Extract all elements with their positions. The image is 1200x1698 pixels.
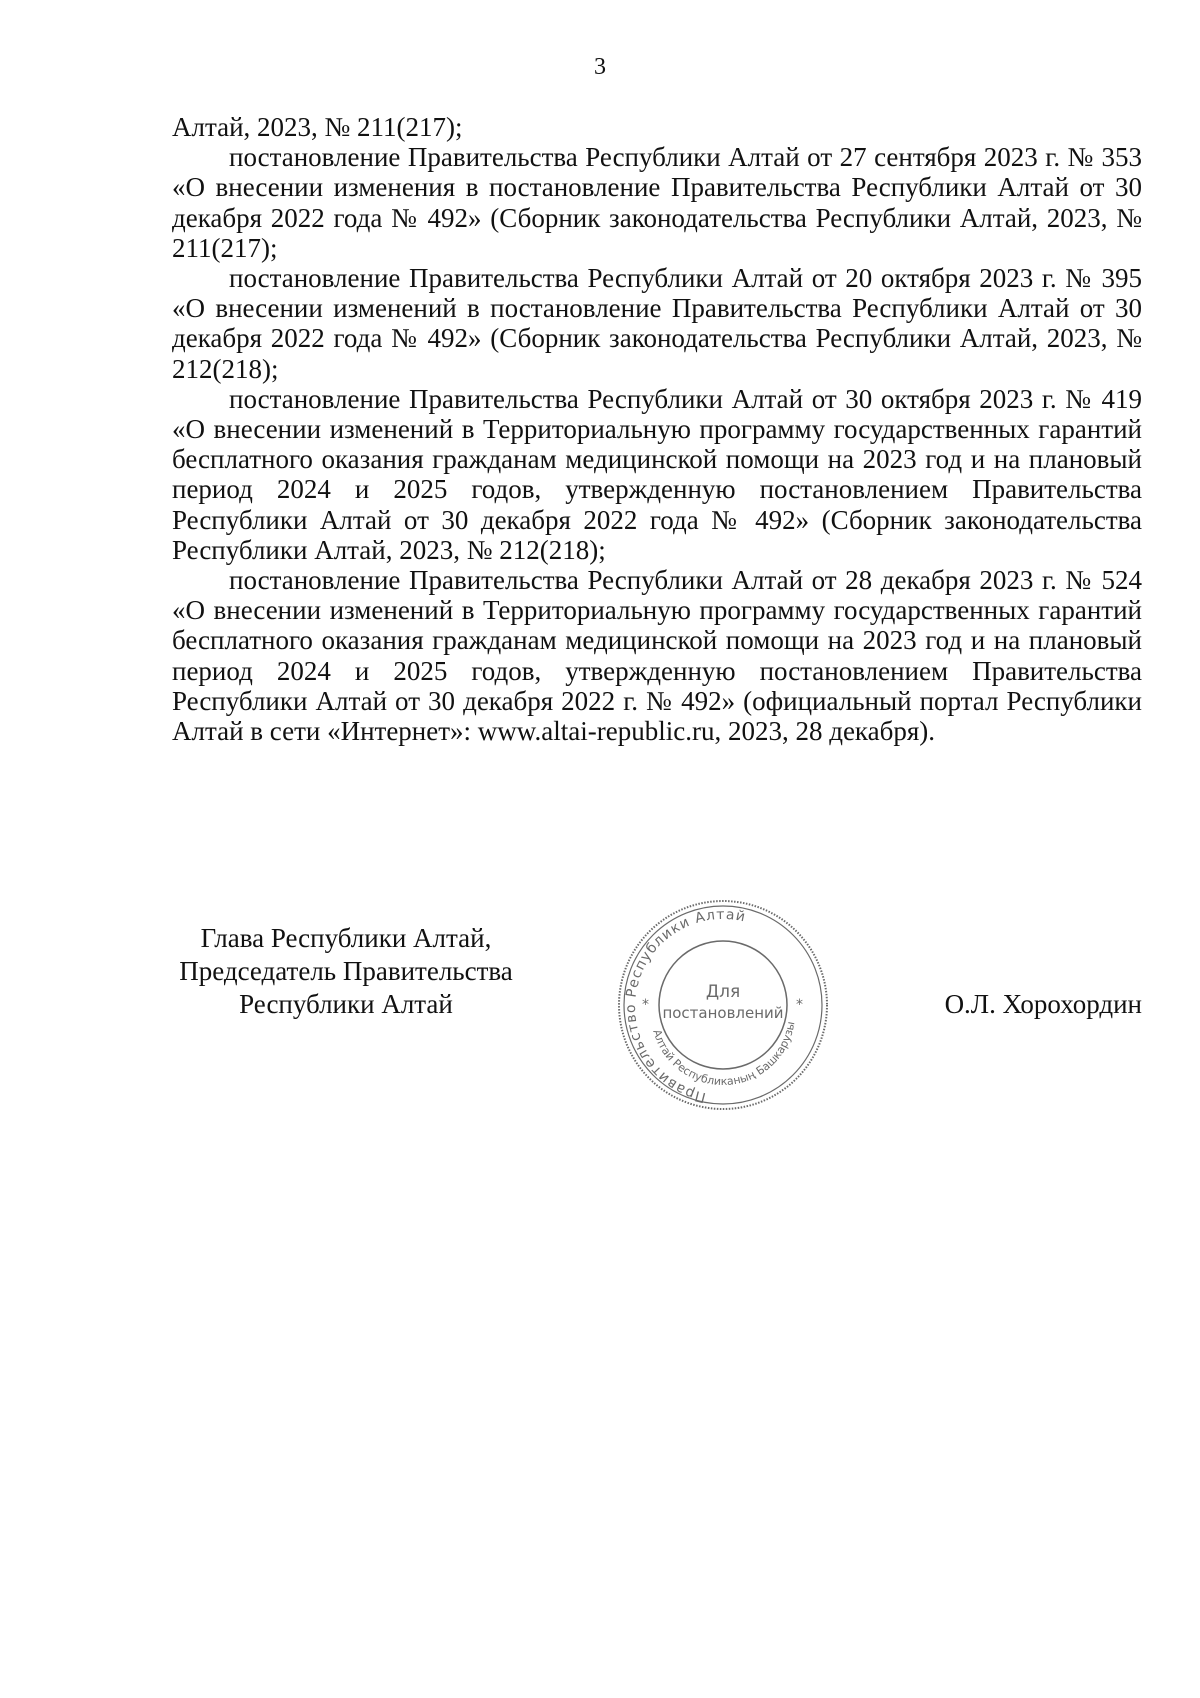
paragraph-resolution-353: постановление Правительства Республики Алтай от 27 сентября 2023 г. № 353 «О внесении изменения в постановление Правительства Республики Алтай от 30 декабря 2022 года № 492» (Сборник законодательства Республики Алтай, 2023, № 211(217);	[172, 142, 1142, 263]
seal-star-right: *	[796, 997, 803, 1013]
seal-inner-text: Алтай Республиканың Башкарузы	[650, 1020, 798, 1089]
signatory-title-line: Республики Алтай	[239, 989, 453, 1019]
signatory-title	[172, 922, 520, 1021]
paragraph-resolution-419: постановление Правительства Республики Алтай от 30 октября 2023 г. № 419 «О внесении изменений в Территориальную программу государственных гарантий бесплатного оказания гражданам медицинской помощи на 2023 год и на плановый период 2024 и 2025 годов, утвержденную постановлением Правительства Республики Алтай от 30 декабря 2022 года № 492» (Сборник законодательства Республики Алтай, 2023, № 212(218);	[172, 383, 1142, 565]
signatory-title-line: Глава Республики Алтай,	[200, 923, 492, 953]
official-seal	[615, 895, 831, 1115]
page-number: 3	[594, 54, 606, 80]
seal-star-left: *	[642, 997, 649, 1013]
signatory-name: О.Л. Хорохордин	[944, 989, 1142, 1019]
document-body	[172, 112, 1142, 746]
seal-center-line-1: Для	[705, 982, 741, 1002]
paragraph-resolution-395: постановление Правительства Республики Алтай от 20 октября 2023 г. № 395 «О внесении изменений в постановление Правительства Республики Алтай от 30 декабря 2022 года № 492» (Сборник законодательства Республики Алтай, 2023, № 212(218);	[172, 263, 1142, 384]
seal-center-line-2: постановлений	[662, 1004, 784, 1022]
signatory-title-line: Председатель Правительства	[179, 956, 513, 986]
seal-outer-text: Правительство Республики Алтай	[622, 906, 748, 1106]
paragraph-continuation: Алтай, 2023, № 211(217);	[172, 112, 463, 142]
paragraph-resolution-524: постановление Правительства Республики Алтай от 28 декабря 2023 г. № 524 «О внесении изменений в Территориальную программу государственных гарантий бесплатного оказания гражданам медицинской помощи на 2023 год и на плановый период 2024 и 2025 годов, утвержденную постановлением Правительства Республики Алтай от 30 декабря 2022 г. № 492» (официальный портал Республики Алтай в сети «Интернет»: www.altai-republic.ru, 2023, 28 декабря).	[172, 565, 1142, 747]
seal-icon	[615, 895, 831, 1115]
